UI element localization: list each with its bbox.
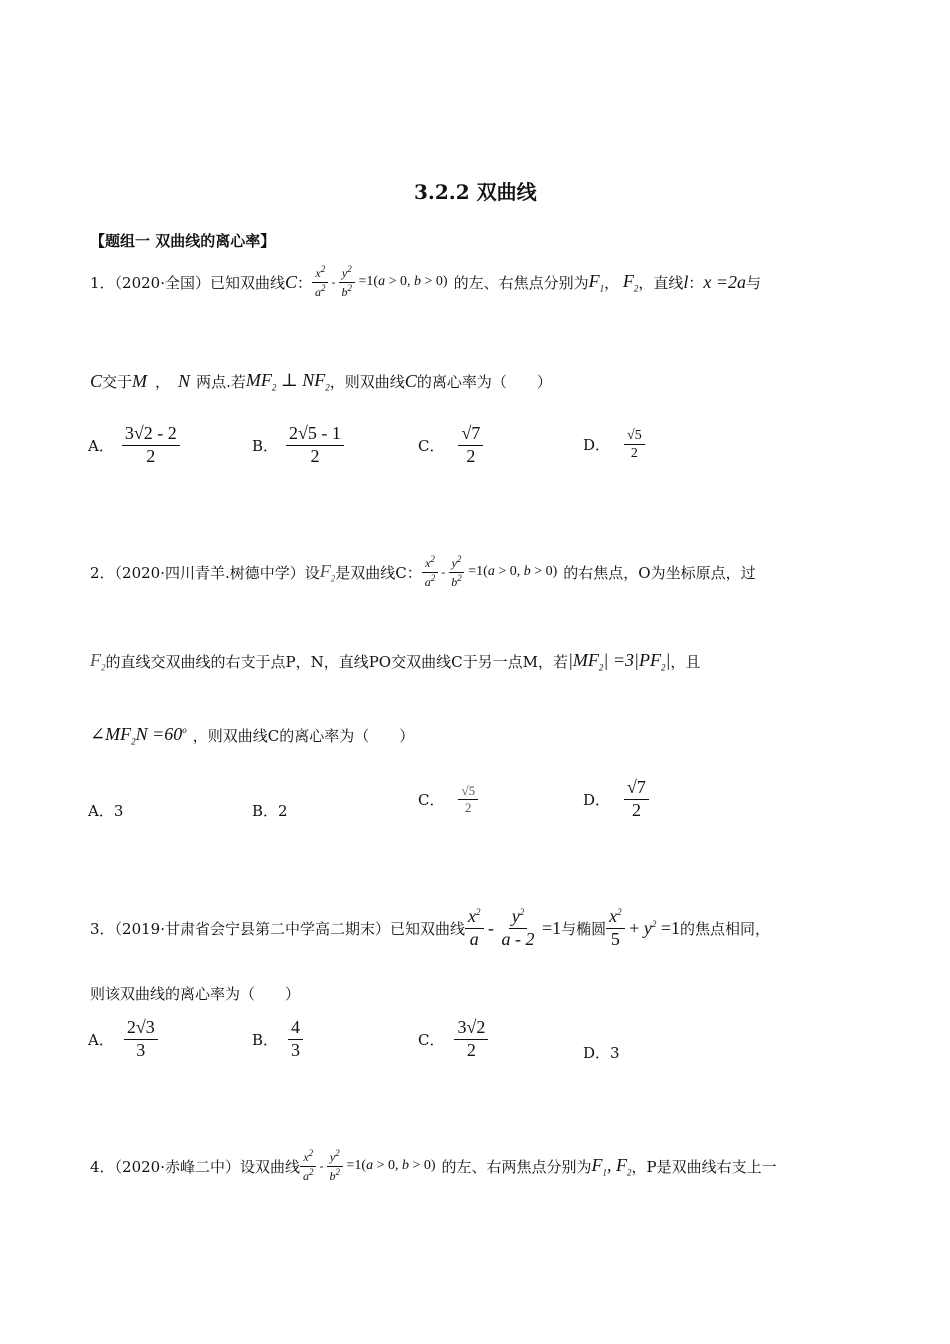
option-numerator: 3√2 - 2 xyxy=(122,424,180,446)
question-1: 1．（2020·全国）已知双曲线 C ： $\frac{x^2}{a^2}$ - $\frac{y^2}{b^2}$ =1(a > 0, b > 0) 的左、右焦点分别为 $F_1$ ， $F_2$ ，直线 l ： x =2a 与 xyxy=(90,264,762,299)
option-denominator: 2 xyxy=(630,446,638,462)
math-angle: $\angle MF_2N =60^o$ xyxy=(90,723,187,747)
option-label: B． xyxy=(252,802,279,820)
question-2 xyxy=(90,540,756,604)
hyperbola-equation: $\frac{x^2}{a^2}$ - $\frac{y^2}{b^2}$ =1(a > 0, b > 0) xyxy=(300,1149,436,1182)
option-denominator: 2 xyxy=(466,445,476,466)
q1-line2-a: 交于 xyxy=(102,372,133,391)
q1-lead: 1．（2020·全国）已知双曲线 xyxy=(90,273,285,292)
math-f2: $F_2$ xyxy=(90,649,106,673)
option-numerator: √7 xyxy=(458,424,483,446)
option-label: A． xyxy=(88,1030,114,1049)
option-denominator: 3 xyxy=(291,1039,301,1060)
q4-tail: ，P是双曲线右支上一 xyxy=(631,1157,777,1176)
option-label: D． xyxy=(583,790,611,809)
math-m: M xyxy=(132,370,148,391)
q4-mid1: 的左、右两焦点分别为 xyxy=(441,1157,592,1176)
option-denominator: 2 xyxy=(466,1039,476,1060)
q2-tail: 的右焦点，O为坐标原点，过 xyxy=(563,563,756,582)
option-label: A． xyxy=(88,802,114,820)
q3-option-c[interactable] xyxy=(418,1018,488,1061)
question-4 xyxy=(90,1134,777,1198)
q3-option-b[interactable] xyxy=(252,1018,303,1061)
ellipse-equation: $\frac{x^2}{5}$ + $y^2$ =1 xyxy=(606,907,680,950)
q1-tail: 与 xyxy=(746,273,762,292)
q1-mid1: ： xyxy=(297,273,313,292)
q1-option-a[interactable] xyxy=(88,424,180,467)
section-heading: 【题组一 双曲线的离心率】 xyxy=(90,232,276,250)
math-x-eq: x =2a xyxy=(703,271,747,292)
q1-option-b[interactable] xyxy=(252,424,344,467)
option-numerator: √7 xyxy=(624,778,649,800)
option-numerator: √5 xyxy=(624,428,645,445)
option-denominator: 2 xyxy=(310,445,320,466)
math-c: C xyxy=(404,370,417,391)
math-n: N xyxy=(178,370,191,391)
option-label: B． xyxy=(252,1030,279,1049)
question-2-line3 xyxy=(90,720,414,750)
math-perp: $MF_2$ ⊥ $NF_2$ xyxy=(245,369,330,393)
q2-option-d[interactable] xyxy=(583,778,649,821)
q3-tail: 的焦点相同， xyxy=(679,919,770,938)
option-numerator: √5 xyxy=(458,784,478,800)
q3-lead: 3．（2019·甘肃省会宁县第二中学高二期末）已知双曲线 xyxy=(90,919,465,938)
option-label: D． xyxy=(583,436,611,455)
option-denominator: 2 xyxy=(146,445,156,466)
option-label: D． xyxy=(583,1044,611,1062)
q1-line2-e: 的离心率为（ ） xyxy=(416,372,552,391)
q2-line2-a: 的直线交双曲线的右支于点P，N，直线PO交双曲线C于另一点M，若 xyxy=(105,652,568,671)
question-3-line2: 则该双曲线的离心率为（ ） xyxy=(90,985,301,1003)
question-1-line2 xyxy=(90,366,552,396)
option-label: B． xyxy=(252,436,279,455)
option-label: C． xyxy=(418,791,445,810)
option-numerator: 4 xyxy=(288,1018,303,1040)
math-f1-f2: $F_1$, $F_2$ xyxy=(591,1154,632,1178)
q3-option-d[interactable] xyxy=(583,1042,620,1063)
question-3 xyxy=(90,896,770,960)
q1-mid2: 的左、右焦点分别为 xyxy=(453,273,589,292)
q2-lead: 2．（2020·四川青羊.树德中学）设 xyxy=(90,563,320,582)
option-value: 2 xyxy=(278,802,288,820)
option-value: 3 xyxy=(610,1044,620,1062)
q2-option-a[interactable] xyxy=(88,800,123,821)
math-abs-eq: $|MF_2| =3|PF_2|$ xyxy=(567,649,671,673)
q2-option-b[interactable] xyxy=(252,800,288,821)
math-c: C xyxy=(285,271,298,292)
q2-mid1: 是双曲线C： xyxy=(335,563,422,582)
q2-line2-b: ，且 xyxy=(670,652,701,671)
math-c: C xyxy=(90,370,103,391)
option-label: C． xyxy=(418,436,445,455)
math-f1: $F_1$ xyxy=(588,270,605,294)
math-f2: $F_2$ xyxy=(319,560,336,584)
q1-line2-b: ， xyxy=(155,372,171,391)
q3-mid1: 与椭圆 xyxy=(561,919,607,938)
q1-line2-c: 两点.若 xyxy=(196,372,246,391)
q3-option-a[interactable] xyxy=(88,1018,158,1061)
hyperbola-equation: $\frac{x^2}{a}$ - $\frac{y^2}{a - 2}$ =1 xyxy=(465,907,561,950)
q4-lead: 4．（2020·赤峰二中）设双曲线 xyxy=(90,1157,300,1176)
question-2-line2 xyxy=(90,646,700,676)
option-value: 3 xyxy=(113,802,124,820)
option-numerator: 2√5 - 1 xyxy=(286,424,344,446)
hyperbola-equation: $\frac{x^2}{a^2}$ - $\frac{y^2}{b^2}$ =1(a > 0, b > 0) xyxy=(312,265,448,298)
option-numerator: 3√2 xyxy=(454,1018,488,1040)
q1-option-c[interactable] xyxy=(418,424,483,467)
q2-line3: ，则双曲线C的离心率为（ ） xyxy=(192,726,415,745)
q1-option-d[interactable] xyxy=(583,428,645,462)
option-numerator: 2√3 xyxy=(124,1018,158,1040)
q1-mid4: ： xyxy=(688,273,704,292)
page-title: 3.2.2 双曲线 xyxy=(414,180,537,204)
option-label: A． xyxy=(88,436,114,455)
option-denominator: 2 xyxy=(465,800,472,816)
q2-option-c[interactable] xyxy=(418,784,478,816)
math-f2: $F_2$ xyxy=(622,270,639,294)
math-l: l xyxy=(683,271,689,292)
q1-line2-d: ，则双曲线 xyxy=(329,372,405,391)
hyperbola-equation: $\frac{x^2}{a^2}$ - $\frac{y^2}{b^2}$ =1(a > 0, b > 0) xyxy=(422,555,558,588)
q1-mid3: ，直线 xyxy=(638,273,684,292)
option-denominator: 3 xyxy=(136,1039,146,1060)
option-label: C． xyxy=(418,1030,445,1049)
option-denominator: 2 xyxy=(631,799,641,820)
